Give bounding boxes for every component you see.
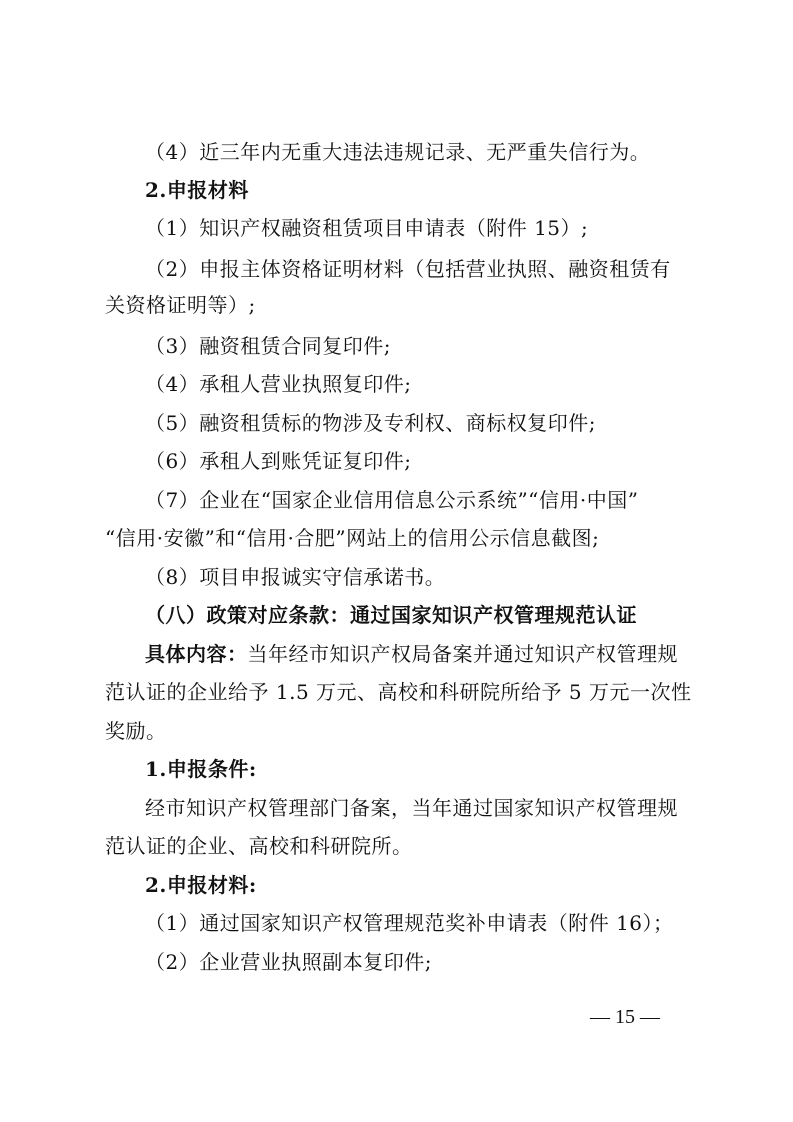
list-item: （8）项目申报诚实守信承诺书。 <box>145 565 446 589</box>
list-item: （6）承租人到账凭证复印件; <box>145 449 412 473</box>
paragraph-line: 范认证的企业、高校和科研院所。 <box>105 834 413 858</box>
paragraph-line: 范认证的企业给予 1.5 万元、高校和科研院所给予 5 万元一次性 <box>105 680 692 704</box>
list-item: （2）申报主体资格证明材料（包括营业执照、融资租赁有 <box>145 257 671 281</box>
paragraph-line: 经市知识产权管理部门备案，当年通过国家知识产权管理规 <box>145 796 678 820</box>
page-number: — 15 — <box>590 1006 660 1028</box>
section-heading: 1.申报条件: <box>145 757 257 781</box>
list-item-continuation: 关资格证明等）; <box>105 293 256 317</box>
list-item: （1）通过国家知识产权管理规范奖补申请表（附件 16）； <box>145 911 674 935</box>
section-heading: 2.申报材料 <box>145 178 249 202</box>
section-heading: （八）政策对应条款：通过国家知识产权管理规范认证 <box>145 603 637 627</box>
content-text: 当年经市知识产权局备案并通过知识产权管理规 <box>247 642 678 666</box>
paragraph-line <box>145 642 678 666</box>
paragraph-line: 奖励。 <box>105 719 167 743</box>
list-item-continuation: “信用·安徽”和“信用·合肥”网站上的信用公示信息截图; <box>105 526 600 550</box>
list-item: （7）企业在“国家企业信用信息公示系统”“信用·中国” <box>145 488 639 512</box>
content-label: 具体内容： <box>145 642 248 666</box>
list-item: （3）融资租赁合同复印件; <box>145 334 391 358</box>
paragraph-line: （4）近三年内无重大违法违规记录、无严重失信行为。 <box>145 140 651 164</box>
list-item: （1）知识产权融资租赁项目申请表（附件 15）; <box>145 216 589 240</box>
list-item: （5）融资租赁标的物涉及专利权、商标权复印件; <box>145 411 596 435</box>
list-item: （2）企业营业执照副本复印件; <box>145 950 432 974</box>
list-item: （4）承租人营业执照复印件; <box>145 372 412 396</box>
section-heading: 2.申报材料: <box>145 873 257 897</box>
